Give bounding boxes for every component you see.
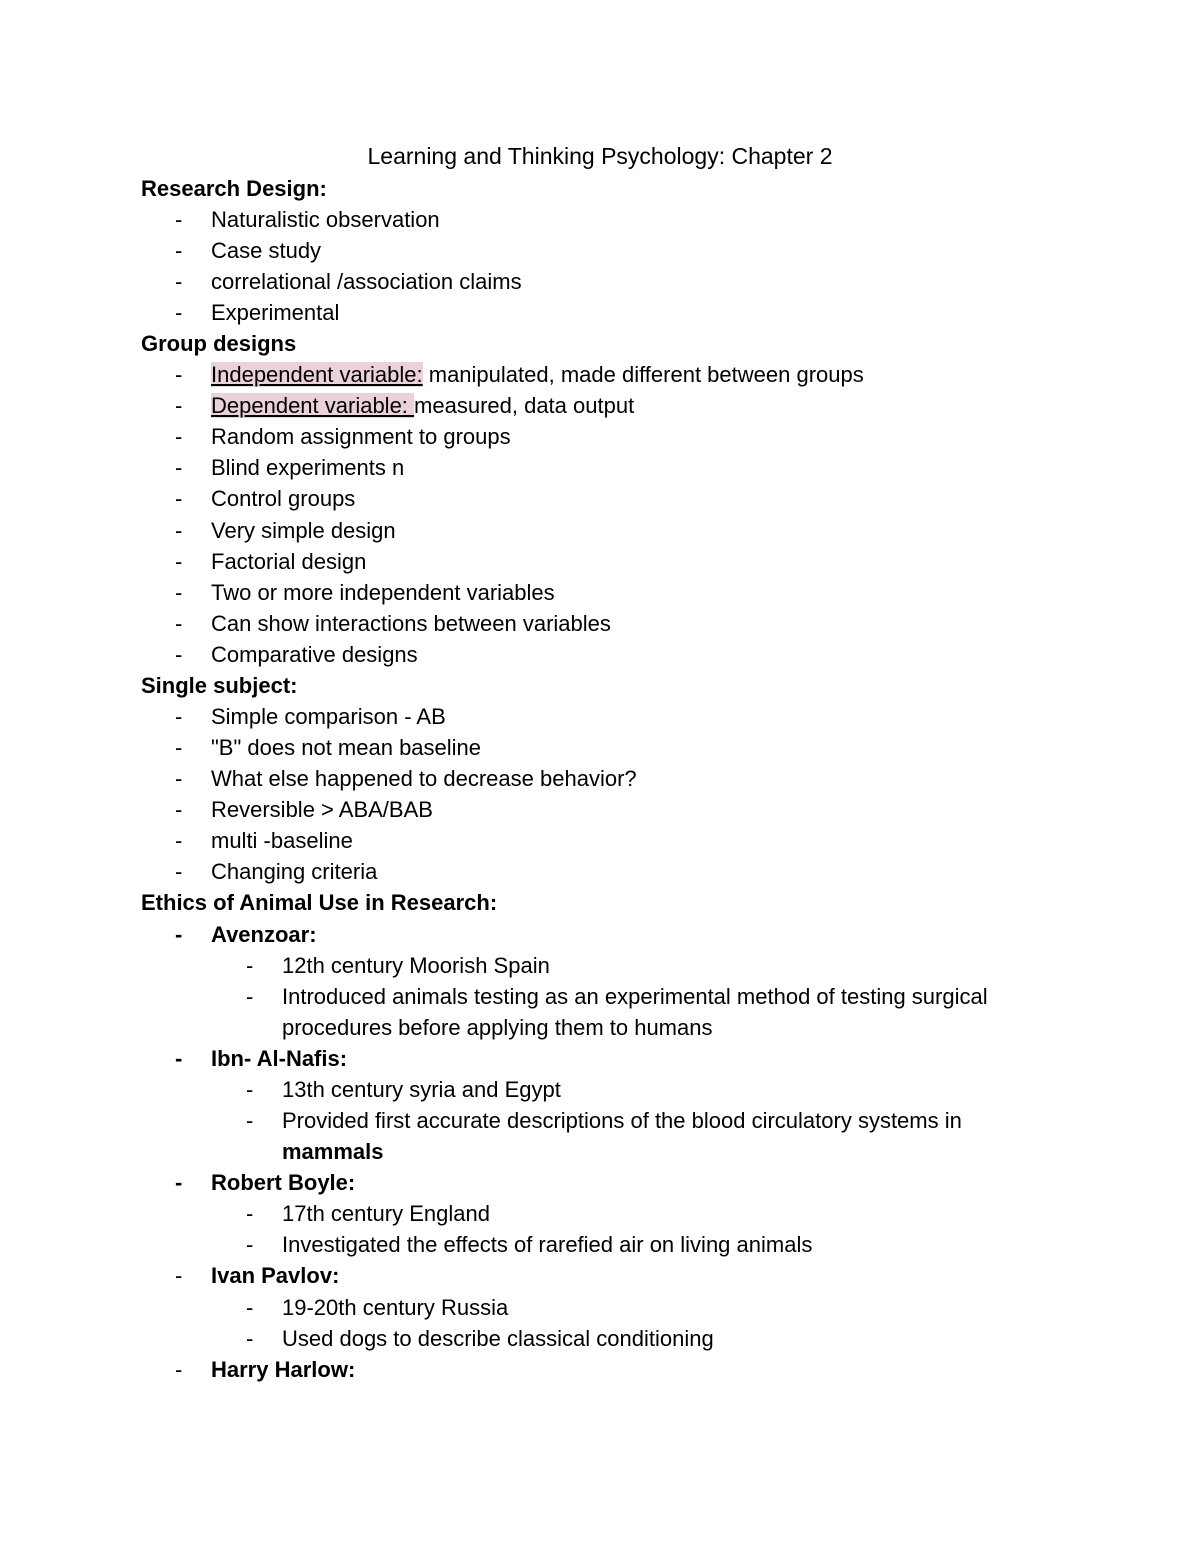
highlighted-term: Dependent variable: [211,393,415,418]
bullet-dash: - [175,1046,183,1071]
section-heading-group-designs: Group designs [141,331,297,356]
bullet-dash: - [175,424,183,449]
bullet-dash: - [175,797,183,822]
bullet-dash: - [175,455,183,480]
section-heading-single-subject: Single subject: [141,673,298,698]
bullet-dash: - [175,207,183,232]
bullet-dash: - [175,486,183,511]
page-title: Learning and Thinking Psychology: Chapter 2 [367,143,833,169]
bullet-dash: - [246,953,254,978]
bullet-dash: - [175,922,183,947]
bullet-dash: - [246,1326,254,1351]
bullet-dash: - [246,1077,254,1102]
bullet-dash: - [175,859,183,884]
bullet-dash: - [246,984,254,1009]
bullet-dash: - [175,300,183,325]
bullet-dash: - [246,1295,254,1320]
bullet-dash: - [175,735,183,760]
bullet-dash: - [246,1232,254,1257]
bullet-dash: - [175,580,183,605]
bullet-dash: - [175,362,183,387]
bullet-dash: - [175,1170,183,1195]
document-page: Learning and Thinking Psychology: Chapter 2 Research Design: - Naturalistic observation - Case study - correlational /association claims - Experimental Group designs - Independent variable: manipulated, made different between groups - Dependent variable: measured, data output - Random assignment to groups - Blind experiments n - Control groups - Very simple design - Factorial design - Two or more independent variables - Can show interactions between variables - Comparative designs Single subject: - Simple comparison - AB - "B" does not mean baseline - What else happened to decrease behavior? - Reversible > ABA/BAB - multi -baseline - Changing criteria Ethics of Animal Use in Research: - Avenzoar: - 12th century Moorish Spain - Introduced animals testing as an experimental method of testing surgical procedures before applying them to humans - Ibn- Al-Nafis: - 13th century syria and Egypt - Provided first accurate descriptions of the blood circulatory systems in mammals - Robert Boyle: - 17th century England - Investigated the effects of rarefied air on living animals - Ivan Pavlov: - 19-20th century Russia - Used dogs to describe classical conditioning - Harry Harlow: [0,0,1200,1553]
bullet-dash: - [175,549,183,574]
bullet-dash: - [175,704,183,729]
bullet-dash: - [175,611,183,636]
highlighted-term: Independent variable: [211,362,423,387]
section-heading-ethics: Ethics of Animal Use in Research: [141,890,498,915]
section-heading-research-design: Research Design: [141,176,327,201]
bullet-dash: - [175,642,183,667]
bullet-dash: - [175,828,183,853]
bullet-dash: - [175,269,183,294]
bullet-dash: - [246,1108,254,1133]
bullet-dash: - [175,1263,183,1288]
bullet-dash: - [175,238,183,263]
bullet-dash: - [246,1201,254,1226]
bullet-dash: - [175,766,183,791]
bullet-dash: - [175,393,183,418]
bullet-dash: - [175,518,183,543]
bullet-dash: - [175,1357,183,1382]
